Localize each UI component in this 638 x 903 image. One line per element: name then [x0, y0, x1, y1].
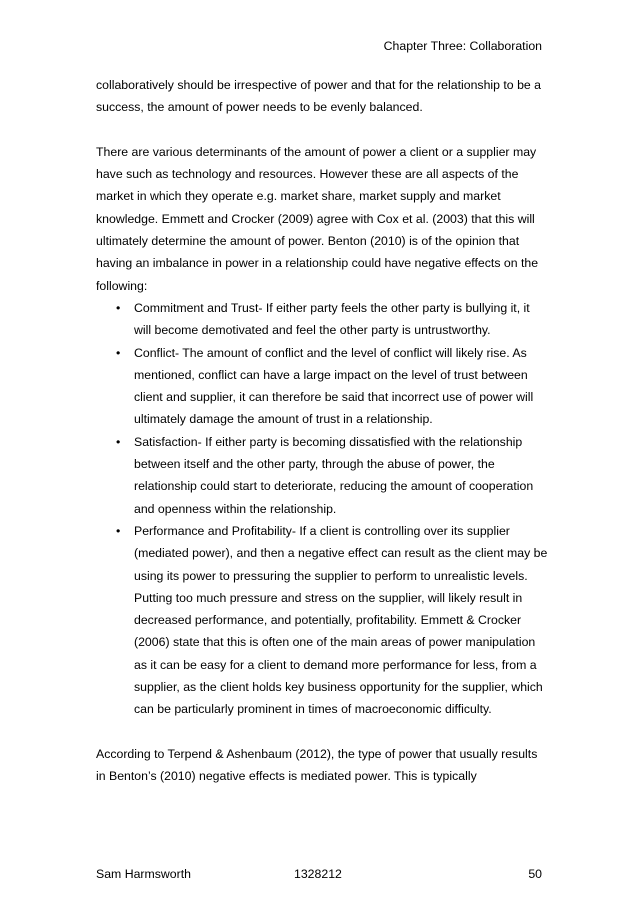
paragraph-mediated-power: According to Terpend & Ashenbaum (2012), the type of power that usually results in Benton’s (2010) negative effects is mediated power. This is typically: [96, 746, 538, 784]
list-item-conflict: [96, 342, 548, 431]
bullet-marker: •: [116, 434, 121, 449]
paragraph-determinants: There are various determinants of the amount of power a client or a supplier may have such as technology and resources. However these are all aspects of the market in which they operate e.g. market share, market supply and market knowledge. Emmett and Crocker (2009) agree with Cox et al. (2003) that this will ultimately determine the amount of power. Benton (2010) is of the opinion that having an imbalance in power in a relationship could have negative effects on the following:: [96, 144, 539, 293]
bullet-marker: •: [116, 523, 121, 538]
bullet-marker: •: [116, 300, 121, 315]
footer-page-number: 50: [528, 867, 542, 881]
bullet-marker: •: [116, 345, 121, 360]
list-item-text: Performance and Profitability- If a client is controlling over its supplier (mediated power), and then a negative effect can result as the client may be using its power to pressuring the supplier to perform to unrealistic levels. Putting too much pressure and stress on the supplier, will likely result in decreased performance, and potentially, profitability. Emmett & Crocker (2006) state that this is often one of the main areas of power manipulation as it can be easy for a client to demand more performance for less, from a supplier, as the client holds key business opportunity for the supplier, which can be particularly prominent in times of macroeconomic difficulty.: [134, 523, 548, 717]
list-item-satisfaction: [96, 431, 548, 520]
list-item-performance-profitability: [96, 520, 548, 721]
list-item-text: Satisfaction- If either party is becoming dissatisfied with the relationship between itself and the other party, through the abuse of power, the relationship could start to deteriorate, reducing the amount of cooperation and openness within the relationship.: [134, 434, 534, 516]
page-footer: [96, 866, 542, 882]
footer-student-id: 1328212: [294, 867, 342, 881]
list-item-text: Commitment and Trust- If either party feels the other party is bullying it, it will become demotivated and feel the other party is untrustworthy.: [134, 300, 530, 338]
bullet-list: [96, 297, 548, 721]
body-text: [96, 74, 548, 788]
footer-author: Sam Harmsworth: [96, 867, 191, 881]
list-item-text: Conflict- The amount of conflict and the level of conflict will likely rise. As mentioned, conflict can have a large impact on the level of trust between client and supplier, it can therefore be said that incorrect use of power will ultimately damage the amount of trust in a relationship.: [134, 345, 534, 427]
paragraph-continuation: collaboratively should be irrespective of power and that for the relationship to be a success, the amount of power needs to be evenly balanced.: [96, 78, 541, 115]
chapter-header: Chapter Three: Collaboration: [383, 39, 542, 53]
list-item-commitment-trust: [96, 297, 548, 342]
